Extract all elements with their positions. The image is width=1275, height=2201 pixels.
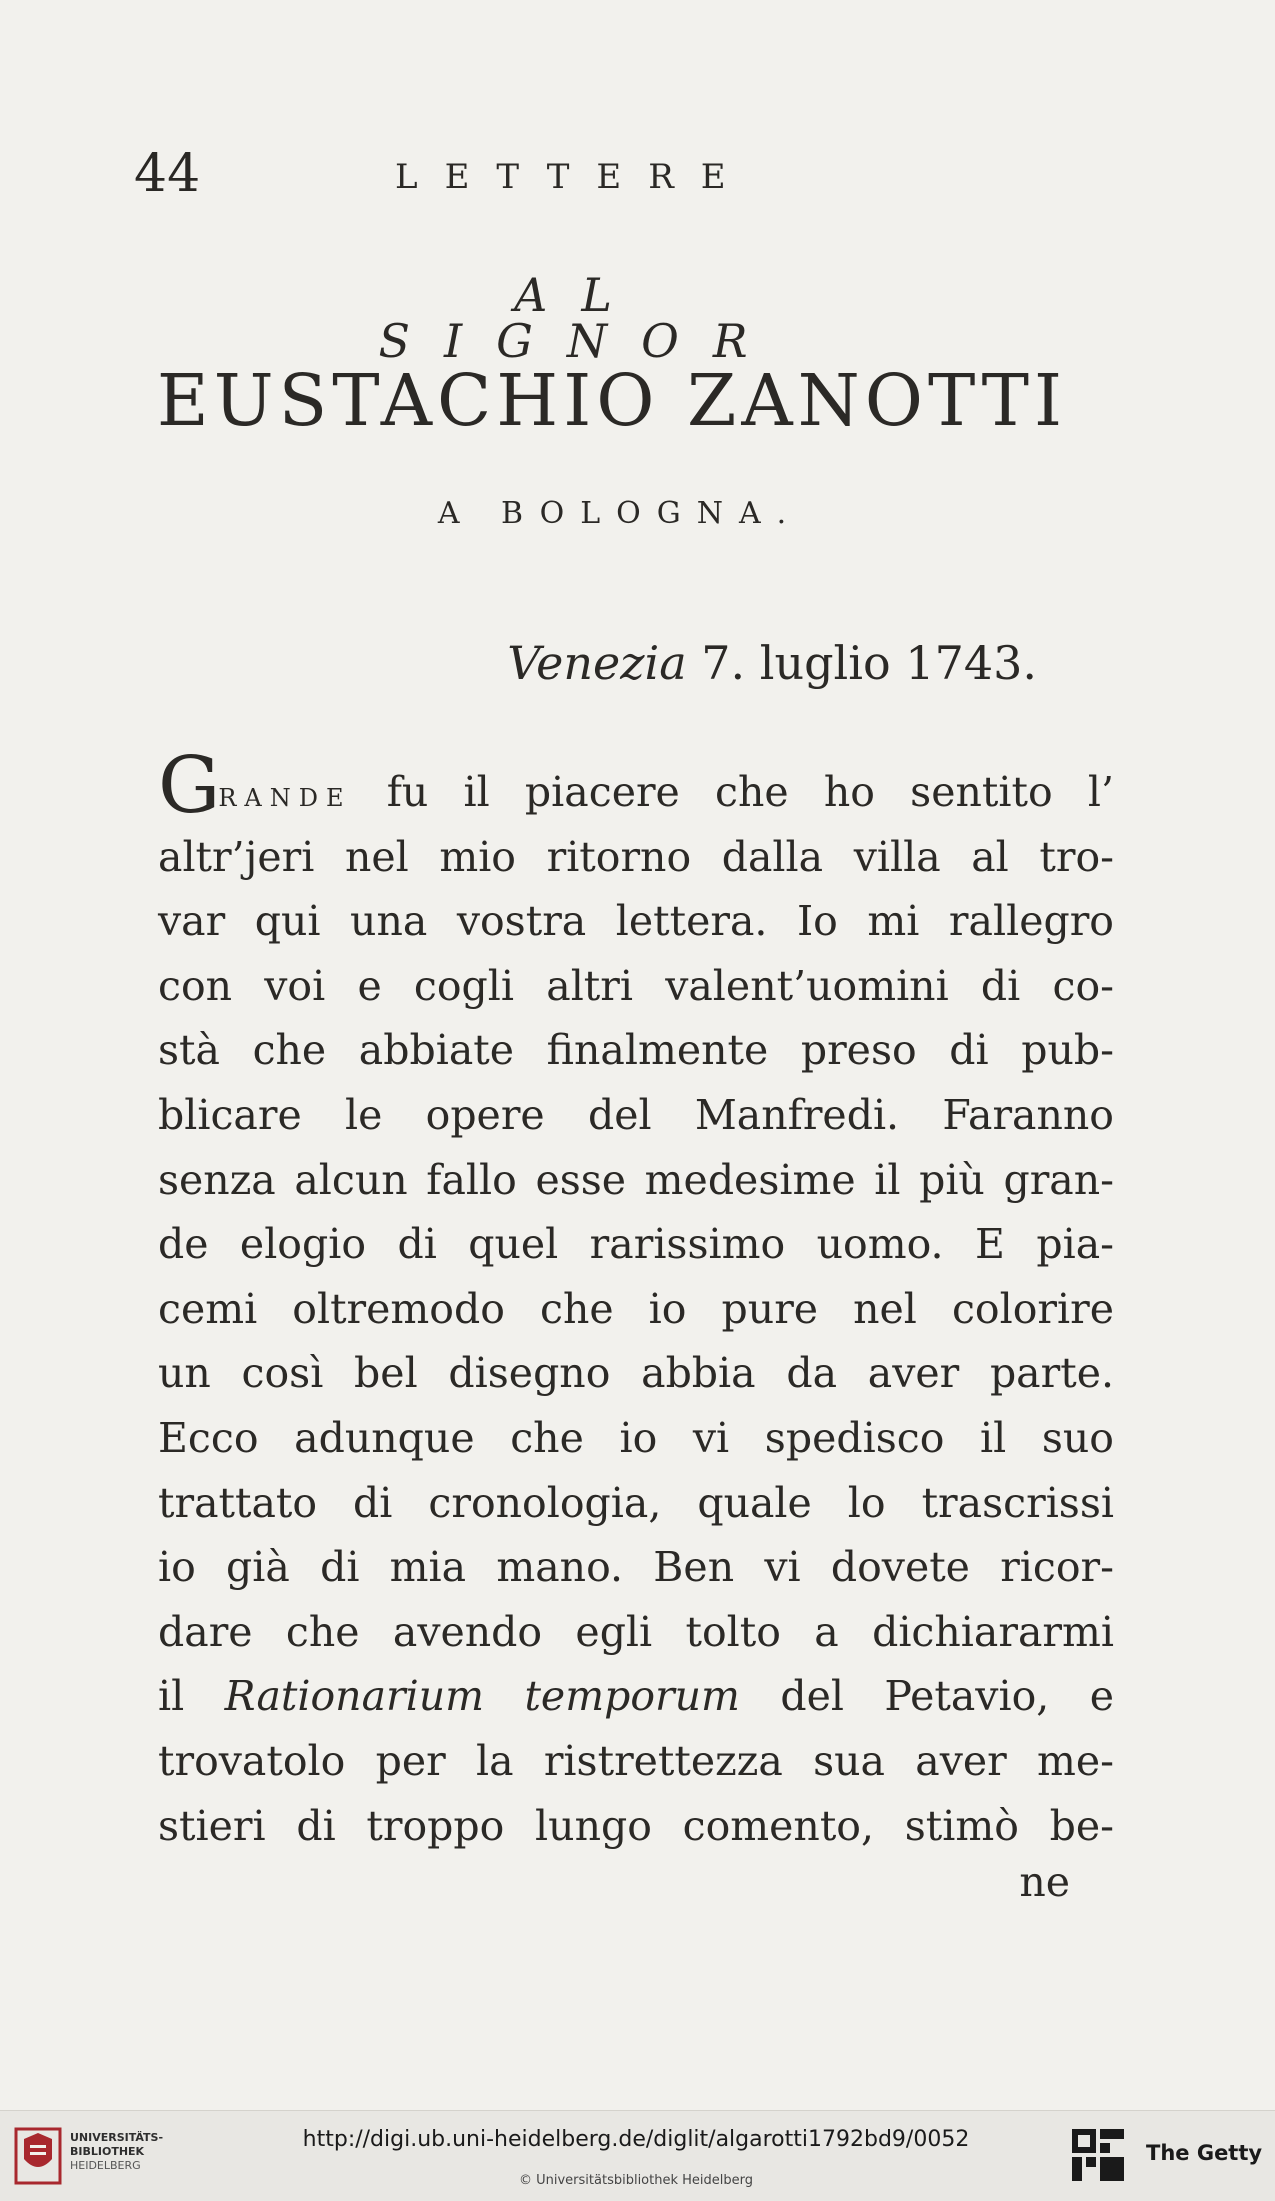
- library-name-line: HEIDELBERG: [70, 2159, 141, 2172]
- text-line: stieri di troppo lungo comento, stimò be-: [158, 1801, 1114, 1850]
- line-text-pre: il: [158, 1672, 225, 1721]
- text-line: senza alcun fallo esse medesime il più gran-: [158, 1155, 1114, 1204]
- small-caps-word: RANDE: [218, 784, 352, 812]
- library-logo[interactable]: [14, 2125, 164, 2187]
- text-line: trovatolo per la ristrettezza sua aver me-: [158, 1736, 1114, 1785]
- text-line: de elogio di quel rarissimo uomo. E pia-: [158, 1220, 1114, 1269]
- text-line: io già di mia mano. Ben vi dovete ricor-: [158, 1543, 1114, 1592]
- viewer-footer: [0, 2110, 1275, 2201]
- getty-label[interactable]: The Getty: [1146, 2141, 1263, 2165]
- text-line: [158, 741, 1114, 831]
- date-place: Venezia: [507, 636, 687, 690]
- dateline: [507, 636, 1037, 690]
- heidelberg-library-logo-icon: [14, 2125, 62, 2187]
- drop-capital: G: [158, 741, 221, 831]
- text-line: cemi oltremodo che io pure nel colorire: [158, 1284, 1114, 1333]
- library-name: [70, 2131, 163, 2173]
- permalink-url[interactable]: http://digi.ub.uni-heidelberg.de/diglit/algarotti1792bd9/0052: [302, 2127, 970, 2152]
- text-line: [158, 1664, 1114, 1729]
- text-line: trattato di cronologia, quale lo trascrissi: [158, 1478, 1114, 1527]
- text-line: blicare le opere del Manfredi. Faranno: [158, 1090, 1114, 1139]
- running-head: LETTERE: [395, 157, 753, 197]
- copyright-notice: © Universitätsbibliothek Heidelberg: [518, 2173, 753, 2188]
- text-line: altr’jeri nel mio ritorno dalla villa al tro-: [158, 832, 1114, 881]
- text-line: dare che avendo egli tolto a dichiararmi: [158, 1607, 1114, 1656]
- date-text: 7. luglio 1743.: [701, 636, 1037, 690]
- text-line: un così bel disegno abbia da aver parte.: [158, 1349, 1114, 1398]
- library-name-line: BIBLIOTHEK: [70, 2145, 145, 2158]
- text-line: Ecco adunque che io vi spedisco il suo: [158, 1413, 1114, 1462]
- letter-body: [158, 741, 1114, 1858]
- text-line: stà che abbiate finalmente preso di pub-: [158, 1026, 1114, 1075]
- recipient-name: EUSTACHIO ZANOTTI: [156, 359, 1068, 442]
- library-name-line: UNIVERSITÄTS-: [70, 2131, 164, 2144]
- catchword: ne: [1019, 1858, 1070, 1906]
- text-line: con voi e cogli altri valent’uomini di co-: [158, 961, 1114, 1010]
- getty-logo-icon[interactable]: [1070, 2127, 1126, 2183]
- text-line: var qui una vostra lettera. Io mi rallegro: [158, 897, 1114, 946]
- line-text: del Petavio, e: [739, 1672, 1114, 1721]
- line-text: fu il piacere che ho sentito l’: [351, 768, 1114, 816]
- recipient-city: A BOLOGNA.: [437, 496, 803, 531]
- italic-title: Rationarium temporum: [224, 1672, 740, 1721]
- salutation: AL SIGNOR: [378, 268, 782, 368]
- page-number: 44: [134, 144, 201, 204]
